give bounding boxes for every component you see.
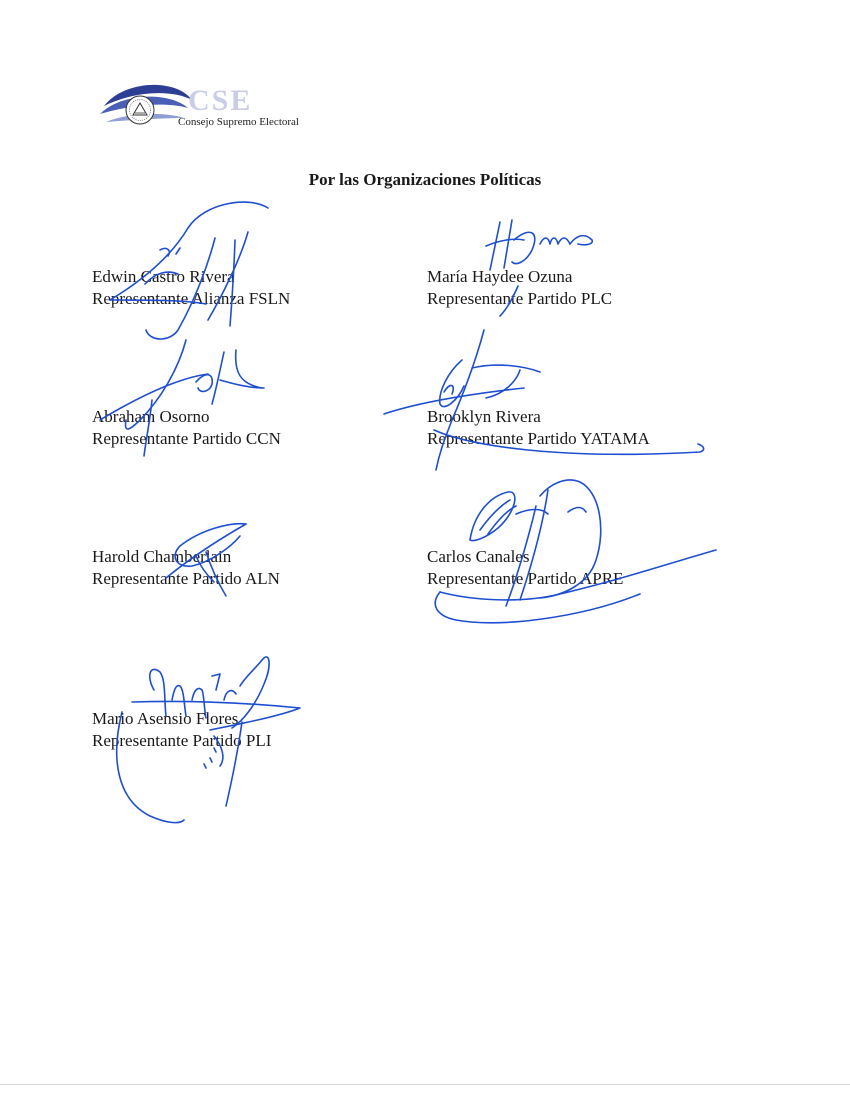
signatory-name: Harold Chamberlain (92, 547, 232, 566)
signatory-role: Representante Partido PLC (427, 289, 613, 308)
signatory-name: Carlos Canales (427, 547, 530, 566)
logo-abbreviation: CSE (188, 84, 253, 117)
signatory-block (92, 406, 281, 450)
signatory-role: Representante Partido ALN (92, 569, 280, 588)
signatory-block (92, 708, 271, 752)
signatory-block (427, 546, 623, 590)
signatory-name: María Haydee Ozuna (427, 267, 573, 286)
signatory-role: Representante Alianza FSLN (92, 289, 291, 308)
signatory-role: Representante Partido CCN (92, 429, 281, 448)
bottom-rule (0, 1084, 850, 1085)
section-heading: Por las Organizaciones Políticas (308, 170, 542, 189)
signatory-role: Representante Partido APRE (427, 569, 624, 588)
signatory-name: Brooklyn Rivera (427, 407, 541, 426)
signatory-name: Abraham Osorno (92, 407, 210, 426)
signatory-name: Edwin Castro Rivera (92, 267, 235, 286)
signatory-role: Representante Partido YATAMA (427, 429, 650, 448)
signatory-role: Representante Partido PLI (92, 731, 272, 750)
signatory-name: Mario Asensio Flores (92, 709, 239, 728)
signatory-block (427, 266, 612, 310)
signatory-block (427, 406, 650, 450)
signatory-block (92, 266, 290, 310)
signatory-block (92, 546, 280, 590)
logo-full-name: Consejo Supremo Electoral (178, 116, 299, 128)
cse-logo (96, 78, 306, 138)
